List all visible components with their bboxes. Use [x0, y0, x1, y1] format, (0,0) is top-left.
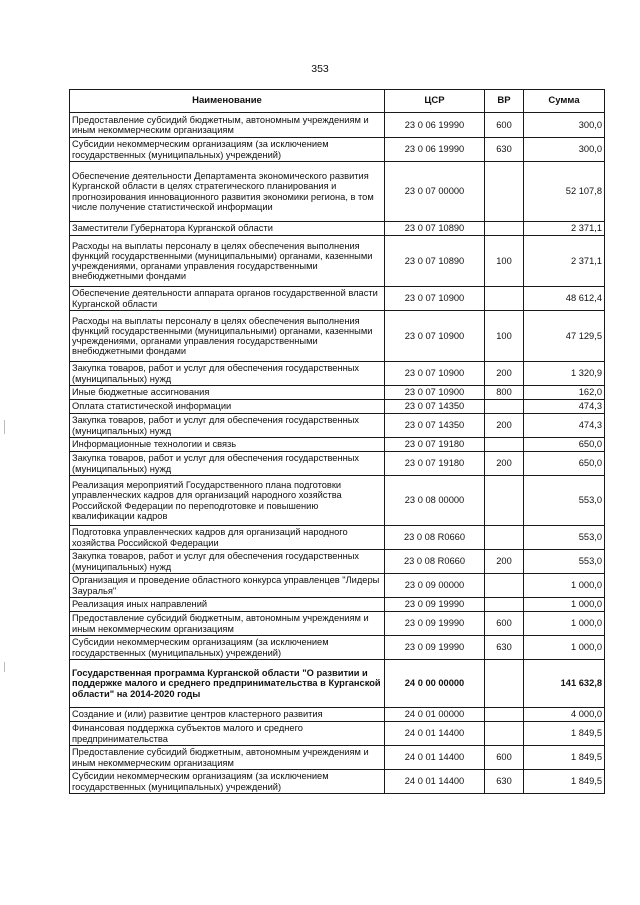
cell-vr: 600 [485, 612, 524, 636]
table-body [70, 113, 605, 794]
table-row [70, 400, 605, 414]
table-row [70, 660, 605, 708]
cell-sum: 300,0 [524, 113, 605, 138]
scan-edge-mark [4, 420, 5, 434]
cell-vr [485, 222, 524, 236]
cell-csr: 24 0 00 00000 [385, 660, 485, 708]
cell-name: Оплата статистической информации [70, 400, 385, 414]
cell-name: Закупка товаров, работ и услуг для обеспечения государственных (муниципальных) нужд [70, 362, 385, 386]
cell-name: Субсидии некоммерческим организациям (за исключением государственных (муниципальных) учреждений) [70, 636, 385, 660]
cell-sum: 1 000,0 [524, 636, 605, 660]
cell-csr: 23 0 06 19990 [385, 113, 485, 138]
cell-csr: 23 0 09 19990 [385, 598, 485, 612]
cell-csr: 23 0 08 R0660 [385, 526, 485, 550]
cell-sum: 474,3 [524, 414, 605, 438]
cell-csr: 23 0 07 10900 [385, 287, 485, 311]
cell-csr: 24 0 01 14400 [385, 746, 485, 770]
cell-sum: 553,0 [524, 526, 605, 550]
table-header-row [70, 90, 605, 113]
cell-vr [485, 438, 524, 452]
table-row [70, 287, 605, 311]
cell-name: Заместители Губернатора Курганской области [70, 222, 385, 236]
cell-sum: 1 849,5 [524, 746, 605, 770]
cell-csr: 24 0 01 14400 [385, 722, 485, 746]
cell-vr [485, 526, 524, 550]
cell-vr: 630 [485, 636, 524, 660]
cell-csr: 23 0 07 19180 [385, 452, 485, 476]
cell-name: Обеспечение деятельности аппарата органов государственной власти Курганской области [70, 287, 385, 311]
cell-sum: 474,3 [524, 400, 605, 414]
cell-csr: 23 0 07 10900 [385, 311, 485, 362]
cell-csr: 23 0 07 10900 [385, 362, 485, 386]
cell-sum: 1 000,0 [524, 574, 605, 598]
table-row [70, 452, 605, 476]
table-row [70, 574, 605, 598]
table-row [70, 612, 605, 636]
cell-vr: 630 [485, 138, 524, 162]
cell-vr: 600 [485, 113, 524, 138]
cell-vr [485, 287, 524, 311]
table-row [70, 722, 605, 746]
cell-csr: 24 0 01 00000 [385, 708, 485, 722]
cell-sum: 2 371,1 [524, 236, 605, 287]
cell-sum: 2 371,1 [524, 222, 605, 236]
cell-name: Субсидии некоммерческим организациям (за исключением государственных (муниципальных) учреждений) [70, 770, 385, 794]
cell-vr: 200 [485, 362, 524, 386]
cell-sum: 553,0 [524, 476, 605, 526]
cell-csr: 23 0 07 10900 [385, 386, 485, 400]
table-row [70, 222, 605, 236]
table-row [70, 414, 605, 438]
cell-name: Государственная программа Курганской области "О развитии и поддержке малого и среднего предпринимательства в Курганской области" на 2014-2020 годы [70, 660, 385, 708]
table-row [70, 362, 605, 386]
cell-sum: 141 632,8 [524, 660, 605, 708]
cell-vr [485, 476, 524, 526]
cell-sum: 162,0 [524, 386, 605, 400]
cell-vr: 630 [485, 770, 524, 794]
cell-csr: 23 0 08 R0660 [385, 550, 485, 574]
cell-sum: 4 000,0 [524, 708, 605, 722]
cell-csr: 23 0 07 19180 [385, 438, 485, 452]
table-row [70, 162, 605, 222]
cell-vr [485, 598, 524, 612]
cell-name: Закупка товаров, работ и услуг для обеспечения государственных (муниципальных) нужд [70, 550, 385, 574]
cell-name: Расходы на выплаты персоналу в целях обеспечения выполнения функций государственными (муниципальными) органами, казенными учреждениями, органами управления государственными внебюджетными фондами [70, 236, 385, 287]
cell-name: Предоставление субсидий бюджетным, автономным учреждениям и иным некоммерческим организациям [70, 113, 385, 138]
cell-vr [485, 708, 524, 722]
cell-vr: 200 [485, 452, 524, 476]
header-vr: ВР [485, 90, 524, 113]
cell-csr: 23 0 07 00000 [385, 162, 485, 222]
table-row [70, 311, 605, 362]
cell-name: Реализация иных направлений [70, 598, 385, 612]
table-row [70, 138, 605, 162]
cell-csr: 24 0 01 14400 [385, 770, 485, 794]
header-sum: Сумма [524, 90, 605, 113]
cell-sum: 1 320,9 [524, 362, 605, 386]
header-name: Наименование [70, 90, 385, 113]
table-row [70, 598, 605, 612]
cell-vr: 100 [485, 311, 524, 362]
cell-name: Иные бюджетные ассигнования [70, 386, 385, 400]
table-row [70, 746, 605, 770]
table-row [70, 236, 605, 287]
cell-name: Закупка товаров, работ и услуг для обеспечения государственных (муниципальных) нужд [70, 452, 385, 476]
cell-name: Предоставление субсидий бюджетным, автономным учреждениям и иным некоммерческим организациям [70, 746, 385, 770]
cell-name: Реализация мероприятий Государственного плана подготовки управленческих кадров для организаций народного хозяйства Российской Федерации по переподготовке и повышению квалификации кадров [70, 476, 385, 526]
cell-sum: 1 849,5 [524, 722, 605, 746]
cell-csr: 23 0 08 00000 [385, 476, 485, 526]
budget-table [69, 89, 605, 794]
table-row [70, 476, 605, 526]
cell-vr: 200 [485, 414, 524, 438]
cell-vr [485, 660, 524, 708]
cell-sum: 47 129,5 [524, 311, 605, 362]
cell-csr: 23 0 07 14350 [385, 414, 485, 438]
table-row [70, 550, 605, 574]
cell-csr: 23 0 09 19990 [385, 636, 485, 660]
header-csr: ЦСР [385, 90, 485, 113]
table-row [70, 113, 605, 138]
cell-name: Финансовая поддержка субъектов малого и среднего предпринимательства [70, 722, 385, 746]
cell-name: Создание и (или) развитие центров кластерного развития [70, 708, 385, 722]
cell-sum: 1 000,0 [524, 612, 605, 636]
table-row [70, 636, 605, 660]
page-number: 353 [311, 63, 329, 75]
cell-sum: 553,0 [524, 550, 605, 574]
cell-csr: 23 0 09 00000 [385, 574, 485, 598]
cell-name: Закупка товаров, работ и услуг для обеспечения государственных (муниципальных) нужд [70, 414, 385, 438]
cell-vr [485, 722, 524, 746]
cell-name: Расходы на выплаты персоналу в целях обеспечения выполнения функций государственными (муниципальными) органами, казенными учреждениями, органами управления государственными внебюджетными фондами [70, 311, 385, 362]
table-row [70, 438, 605, 452]
cell-vr [485, 400, 524, 414]
cell-vr: 100 [485, 236, 524, 287]
cell-name: Подготовка управленческих кадров для организаций народного хозяйства Российской Федерации [70, 526, 385, 550]
cell-vr: 600 [485, 746, 524, 770]
cell-sum: 650,0 [524, 452, 605, 476]
cell-sum: 48 612,4 [524, 287, 605, 311]
cell-vr: 800 [485, 386, 524, 400]
cell-sum: 1 849,5 [524, 770, 605, 794]
table-row [70, 770, 605, 794]
cell-sum: 650,0 [524, 438, 605, 452]
scan-edge-mark [4, 662, 5, 672]
table-row [70, 526, 605, 550]
cell-sum: 300,0 [524, 138, 605, 162]
table-row [70, 386, 605, 400]
cell-name: Предоставление субсидий бюджетным, автономным учреждениям и иным некоммерческим организациям [70, 612, 385, 636]
cell-sum: 1 000,0 [524, 598, 605, 612]
cell-vr: 200 [485, 550, 524, 574]
cell-vr [485, 162, 524, 222]
cell-csr: 23 0 06 19990 [385, 138, 485, 162]
cell-name: Обеспечение деятельности Департамента экономического развития Курганской области в целях стратегического планирования и прогнозирования инновационного развития экономики региона, в том числе получение статистической информации [70, 162, 385, 222]
cell-csr: 23 0 09 19990 [385, 612, 485, 636]
cell-csr: 23 0 07 10890 [385, 222, 485, 236]
cell-sum: 52 107,8 [524, 162, 605, 222]
cell-csr: 23 0 07 10890 [385, 236, 485, 287]
cell-name: Информационные технологии и связь [70, 438, 385, 452]
cell-vr [485, 574, 524, 598]
table-row [70, 708, 605, 722]
cell-name: Субсидии некоммерческим организациям (за исключением государственных (муниципальных) учреждений) [70, 138, 385, 162]
cell-name: Организация и проведение областного конкурса управленцев "Лидеры Зауралья" [70, 574, 385, 598]
cell-csr: 23 0 07 14350 [385, 400, 485, 414]
